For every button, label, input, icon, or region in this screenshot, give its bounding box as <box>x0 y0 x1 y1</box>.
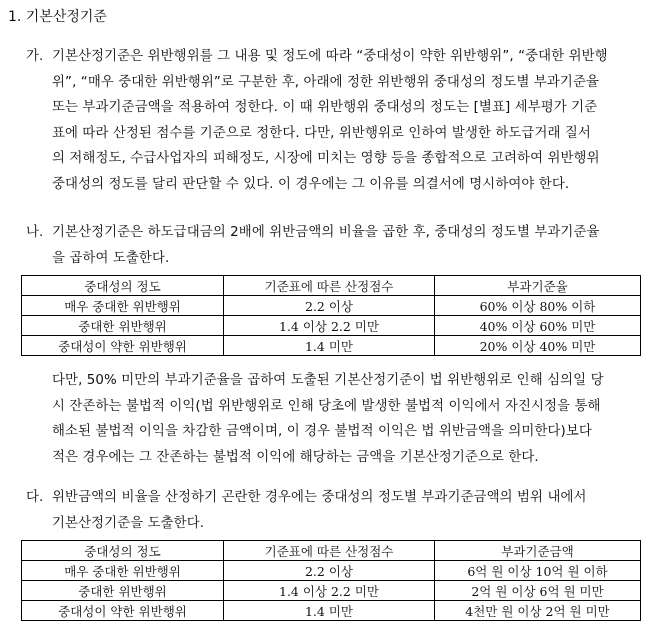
note-line: 해소된 불법적 이익을 차감한 금액이며, 이 경우 불법적 이익은 법 위반금액을 의미한다)보다 <box>52 424 592 439</box>
amount-table <box>21 540 641 621</box>
paragraph-b-line: 기본산정기준은 하도급대금의 2배에 위반금액의 비율을 곱한 후, 중대성의 정도별 부과기준율 <box>52 225 600 240</box>
section-heading: 1. 기본산정기준 <box>8 9 107 25</box>
paragraph-a-line: 의 저해정도, 수급사업자의 피해정도, 시장에 미치는 영향 등을 종합적으로 고려하여 위반행위 <box>52 151 600 166</box>
paragraph-a <box>26 44 608 197</box>
table-cell: 매우 중대한 위반행위 <box>22 296 224 316</box>
table-cell: 2.2 이상 <box>224 296 435 316</box>
table-header-row <box>22 276 641 296</box>
paragraph-b-marker: 나. <box>26 225 44 240</box>
table-row <box>22 296 641 316</box>
table-header-row <box>22 541 641 561</box>
paragraph-b-line: 을 곱하여 도출한다. <box>52 250 170 266</box>
paragraph-a-line: 표에 따라 산정된 점수를 기준으로 정한다. 다만, 위반행위로 인하여 발생한 하도급거래 질서 <box>52 125 591 141</box>
note-paragraph <box>52 368 604 470</box>
paragraph-c-line: 기본산정기준을 도출한다. <box>52 515 205 531</box>
table-row <box>22 581 641 601</box>
table-row <box>22 561 641 581</box>
table-cell: 1.4 미만 <box>224 336 435 356</box>
paragraph-a-line: 위”, “매우 중대한 위반행위”로 구분한 후, 아래에 정한 위반행위 중대성의 정도별 부과기준율 <box>52 74 600 90</box>
table-cell: 20% 이상 40% 미만 <box>435 336 641 356</box>
table-cell: 2.2 이상 <box>224 561 435 581</box>
paragraph-a-line: 중대성의 정도를 달리 판단할 수 있다. 이 경우에는 그 이유를 의결서에 명시하여야 한다. <box>52 176 570 192</box>
table-header-cell: 기준표에 따른 산정점수 <box>224 541 435 561</box>
table-cell: 6억 원 이상 10억 원 이하 <box>435 561 641 581</box>
table-header-cell: 부과기준금액 <box>435 541 641 561</box>
table-cell: 60% 이상 80% 이하 <box>435 296 641 316</box>
paragraph-a-line: 기본산정기준은 위반행위를 그 내용 및 정도에 따라 “중대성이 약한 위반행위”, “중대한 위반행 <box>52 49 608 64</box>
table-cell: 40% 이상 60% 미만 <box>435 316 641 336</box>
paragraph-b <box>26 220 600 271</box>
table-cell: 1.4 미만 <box>224 601 435 621</box>
paragraph-c-marker: 다. <box>26 490 44 505</box>
table-cell: 중대성이 약한 위반행위 <box>22 336 224 356</box>
paragraph-a-marker: 가. <box>26 49 44 64</box>
note-line: 적은 경우에는 그 잔존하는 불법적 이익에 해당하는 금액을 기본산정기준으로 한다. <box>52 449 539 465</box>
table-cell: 2억 원 이상 6억 원 미만 <box>435 581 641 601</box>
table-cell: 1.4 이상 2.2 미만 <box>224 316 435 336</box>
paragraph-c <box>26 485 587 536</box>
table-row <box>22 336 641 356</box>
rate-table <box>21 275 641 356</box>
note-line: 시 잔존하는 불법적 이익(법 위반행위로 인해 당초에 발생한 불법적 이익에서 자진시정을 통해 <box>52 398 601 414</box>
table-cell: 매우 중대한 위반행위 <box>22 561 224 581</box>
table-cell: 중대한 위반행위 <box>22 581 224 601</box>
table-header-cell: 중대성의 정도 <box>22 276 224 296</box>
table-cell: 1.4 이상 2.2 미만 <box>224 581 435 601</box>
table-row <box>22 316 641 336</box>
table-cell: 중대성이 약한 위반행위 <box>22 601 224 621</box>
table-header-cell: 기준표에 따른 산정점수 <box>224 276 435 296</box>
table-header-cell: 부과기준율 <box>435 276 641 296</box>
table-row <box>22 601 641 621</box>
note-line: 다만, 50% 미만의 부과기준율을 곱하여 도출된 기본산정기준이 법 위반행위로 인해 심의일 당 <box>52 373 604 388</box>
table-cell: 중대한 위반행위 <box>22 316 224 336</box>
paragraph-a-line: 또는 부과기준금액을 적용하여 정한다. 이 때 위반행위 중대성의 정도는 [별표] 세부평가 기준 <box>52 100 598 115</box>
table-cell: 4천만 원 이상 2억 원 미만 <box>435 601 641 621</box>
table-header-cell: 중대성의 정도 <box>22 541 224 561</box>
paragraph-c-line: 위반금액의 비율을 산정하기 곤란한 경우에는 중대성의 정도별 부과기준금액의 범위 내에서 <box>52 490 587 505</box>
